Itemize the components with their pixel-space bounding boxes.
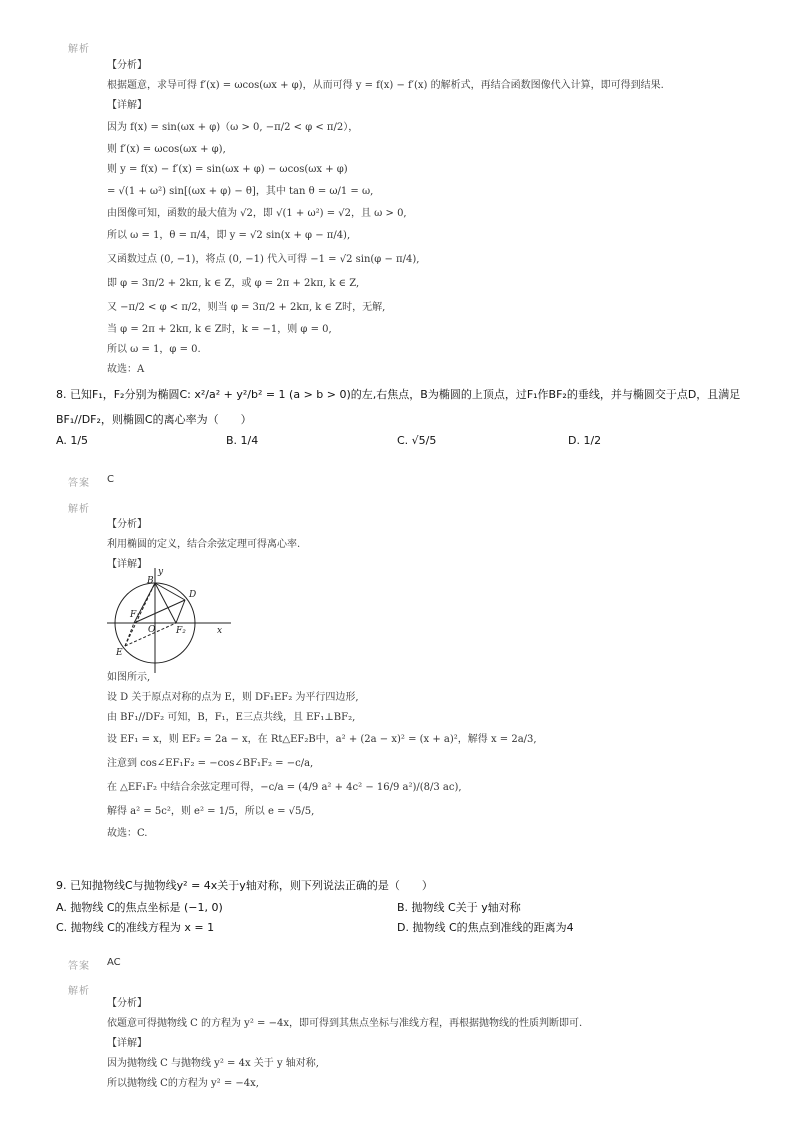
option-b: B. 抛物线 C关于 y轴对称 xyxy=(397,901,521,914)
fenxi-text: 根据题意，求导可得 f′(x) = ωcos(ωx + φ)，从而可得 y = f(x) − f′(x) 的解析式，再结合函数图像代入计算，即可得到结果. xyxy=(107,80,664,91)
solution-line: 设 EF₁ = x，则 EF₂ = 2a − x，在 Rt△EF₂B中，a² + (2a − x)² = (x + a)²，解得 x = 2a/3, xyxy=(107,734,537,745)
question-9-stem: 9. 已知抛物线C与抛物线y² = 4x关于y轴对称，则下列说法正确的是（ ） xyxy=(56,879,433,892)
fenxi-heading: 【分析】 xyxy=(107,519,147,530)
fig-label-F2: F₂ xyxy=(176,626,186,636)
solution-line: 注意到 cos∠EF₁F₂ = −cos∠BF₁F₂ = −c/a, xyxy=(107,758,314,769)
xiangjie-heading: 【详解】 xyxy=(107,1038,147,1049)
solution-7 xyxy=(107,56,664,380)
fig-label-y: y xyxy=(158,567,164,577)
ellipse-figure xyxy=(105,565,235,675)
solution-line: = √(1 + ω²) sin[(ωx + φ) − θ]，其中 tan θ = ω/1 = ω, xyxy=(107,186,374,197)
solution-line: 设 D 关于原点对称的点为 E，则 DF₁EF₂ 为平行四边形, xyxy=(107,692,359,703)
fenxi-heading: 【分析】 xyxy=(107,998,147,1009)
option-c: C. √5/5 xyxy=(397,434,437,447)
jiexi-label-7: 解析 xyxy=(68,44,90,55)
solution-line: 所以 ω = 1，θ = π/4，即 y = √2 sin(x + φ − π/4), xyxy=(107,230,351,241)
solution-line: 由图像可知，函数的最大值为 √2，即 √(1 + ω²) = √2，且 ω > 0, xyxy=(107,208,407,219)
solution-line: 解得 a² = 5c²，则 e² = 1/5，所以 e = √5/5, xyxy=(107,806,315,817)
option-d: D. 抛物线 C的焦点到准线的距离为4 xyxy=(397,921,574,934)
solution-line: 即 φ = 3π/2 + 2kπ, k ∈ Z，或 φ = 2π + 2kπ, k ∈ Z, xyxy=(107,278,360,289)
fig-label-O: O xyxy=(148,625,156,635)
answer-8: C xyxy=(107,474,114,485)
solution-line: 如图所示, xyxy=(107,672,151,683)
daan-label-9: 答案 xyxy=(68,961,90,972)
solution-8-body xyxy=(107,668,537,844)
solution-line: 则 y = f(x) − f′(x) = sin(ωx + φ) − ωcos(ωx + φ) xyxy=(107,164,348,175)
option-b: B. 1/4 xyxy=(226,434,259,447)
jiexi-label-8: 解析 xyxy=(68,504,90,515)
question-8-stem: 8. 已知F₁，F₂分别为椭圆C: x²/a² + y²/b² = 1 (a > b > 0)的左,右焦点，B为椭圆的上顶点，过F₁作BF₂的垂线，并与椭圆交于点D，且满足 xyxy=(56,388,741,401)
fenxi-heading: 【分析】 xyxy=(107,60,147,71)
solution-line: 所以抛物线 C的方程为 y² = −4x, xyxy=(107,1078,259,1089)
xiangjie-heading: 【详解】 xyxy=(107,100,147,111)
daan-label-8: 答案 xyxy=(68,478,90,489)
solution-line: 当 φ = 2π + 2kπ, k ∈ Z时，k = −1，则 φ = 0, xyxy=(107,324,332,335)
solution-line: 故选：A xyxy=(107,364,145,375)
option-a: A. 抛物线 C的焦点坐标是 (−1, 0) xyxy=(56,901,223,914)
solution-line: 又函数过点 (0, −1)，将点 (0, −1) 代入可得 −1 = √2 sin(φ − π/4), xyxy=(107,254,420,265)
fig-label-x: x xyxy=(217,626,223,636)
solution-line: 在 △EF₁F₂ 中结合余弦定理可得，−c/a = (4/9 a² + 4c² − 16/9 a²)/(8/3 ac), xyxy=(107,782,462,793)
option-c: C. 抛物线 C的准线方程为 x = 1 xyxy=(56,921,215,934)
solution-line: 故选：C. xyxy=(107,828,148,839)
solution-9 xyxy=(107,994,582,1094)
fig-label-E: E xyxy=(116,648,123,658)
solution-line: 则 f′(x) = ωcos(ωx + φ), xyxy=(107,144,226,155)
solution-line: 因为抛物线 C 与抛物线 y² = 4x 关于 y 轴对称, xyxy=(107,1058,319,1069)
answer-9: AC xyxy=(107,957,121,968)
solution-line: 由 BF₁//DF₂ 可知，B，F₁，E三点共线，且 EF₁⊥BF₂, xyxy=(107,712,356,723)
fig-label-F1: F₁ xyxy=(130,610,140,620)
solution-line: 所以 ω = 1，φ = 0. xyxy=(107,344,201,355)
fig-label-B: B xyxy=(147,576,154,586)
fig-label-D: D xyxy=(189,590,197,600)
jiexi-label-9: 解析 xyxy=(68,986,90,997)
option-d: D. 1/2 xyxy=(568,434,602,447)
xiangjie-heading: 【详解】 xyxy=(107,559,147,570)
fenxi-text: 依题意可得抛物线 C 的方程为 y² = −4x，即可得到其焦点坐标与准线方程，再根据抛物线的性质判断即可. xyxy=(107,1018,583,1029)
option-a: A. 1/5 xyxy=(56,434,89,447)
question-8-stem-cont: BF₁//DF₂，则椭圆C的离心率为（ ） xyxy=(56,413,252,426)
solution-line: 又 −π/2 < φ < π/2，则当 φ = 3π/2 + 2kπ, k ∈ Z时，无解, xyxy=(107,302,386,313)
fenxi-text: 利用椭圆的定义，结合余弦定理可得离心率. xyxy=(107,539,301,550)
solution-line: 因为 f(x) = sin(ωx + φ)（ω > 0, −π/2 < φ < π/2）， xyxy=(107,122,359,133)
